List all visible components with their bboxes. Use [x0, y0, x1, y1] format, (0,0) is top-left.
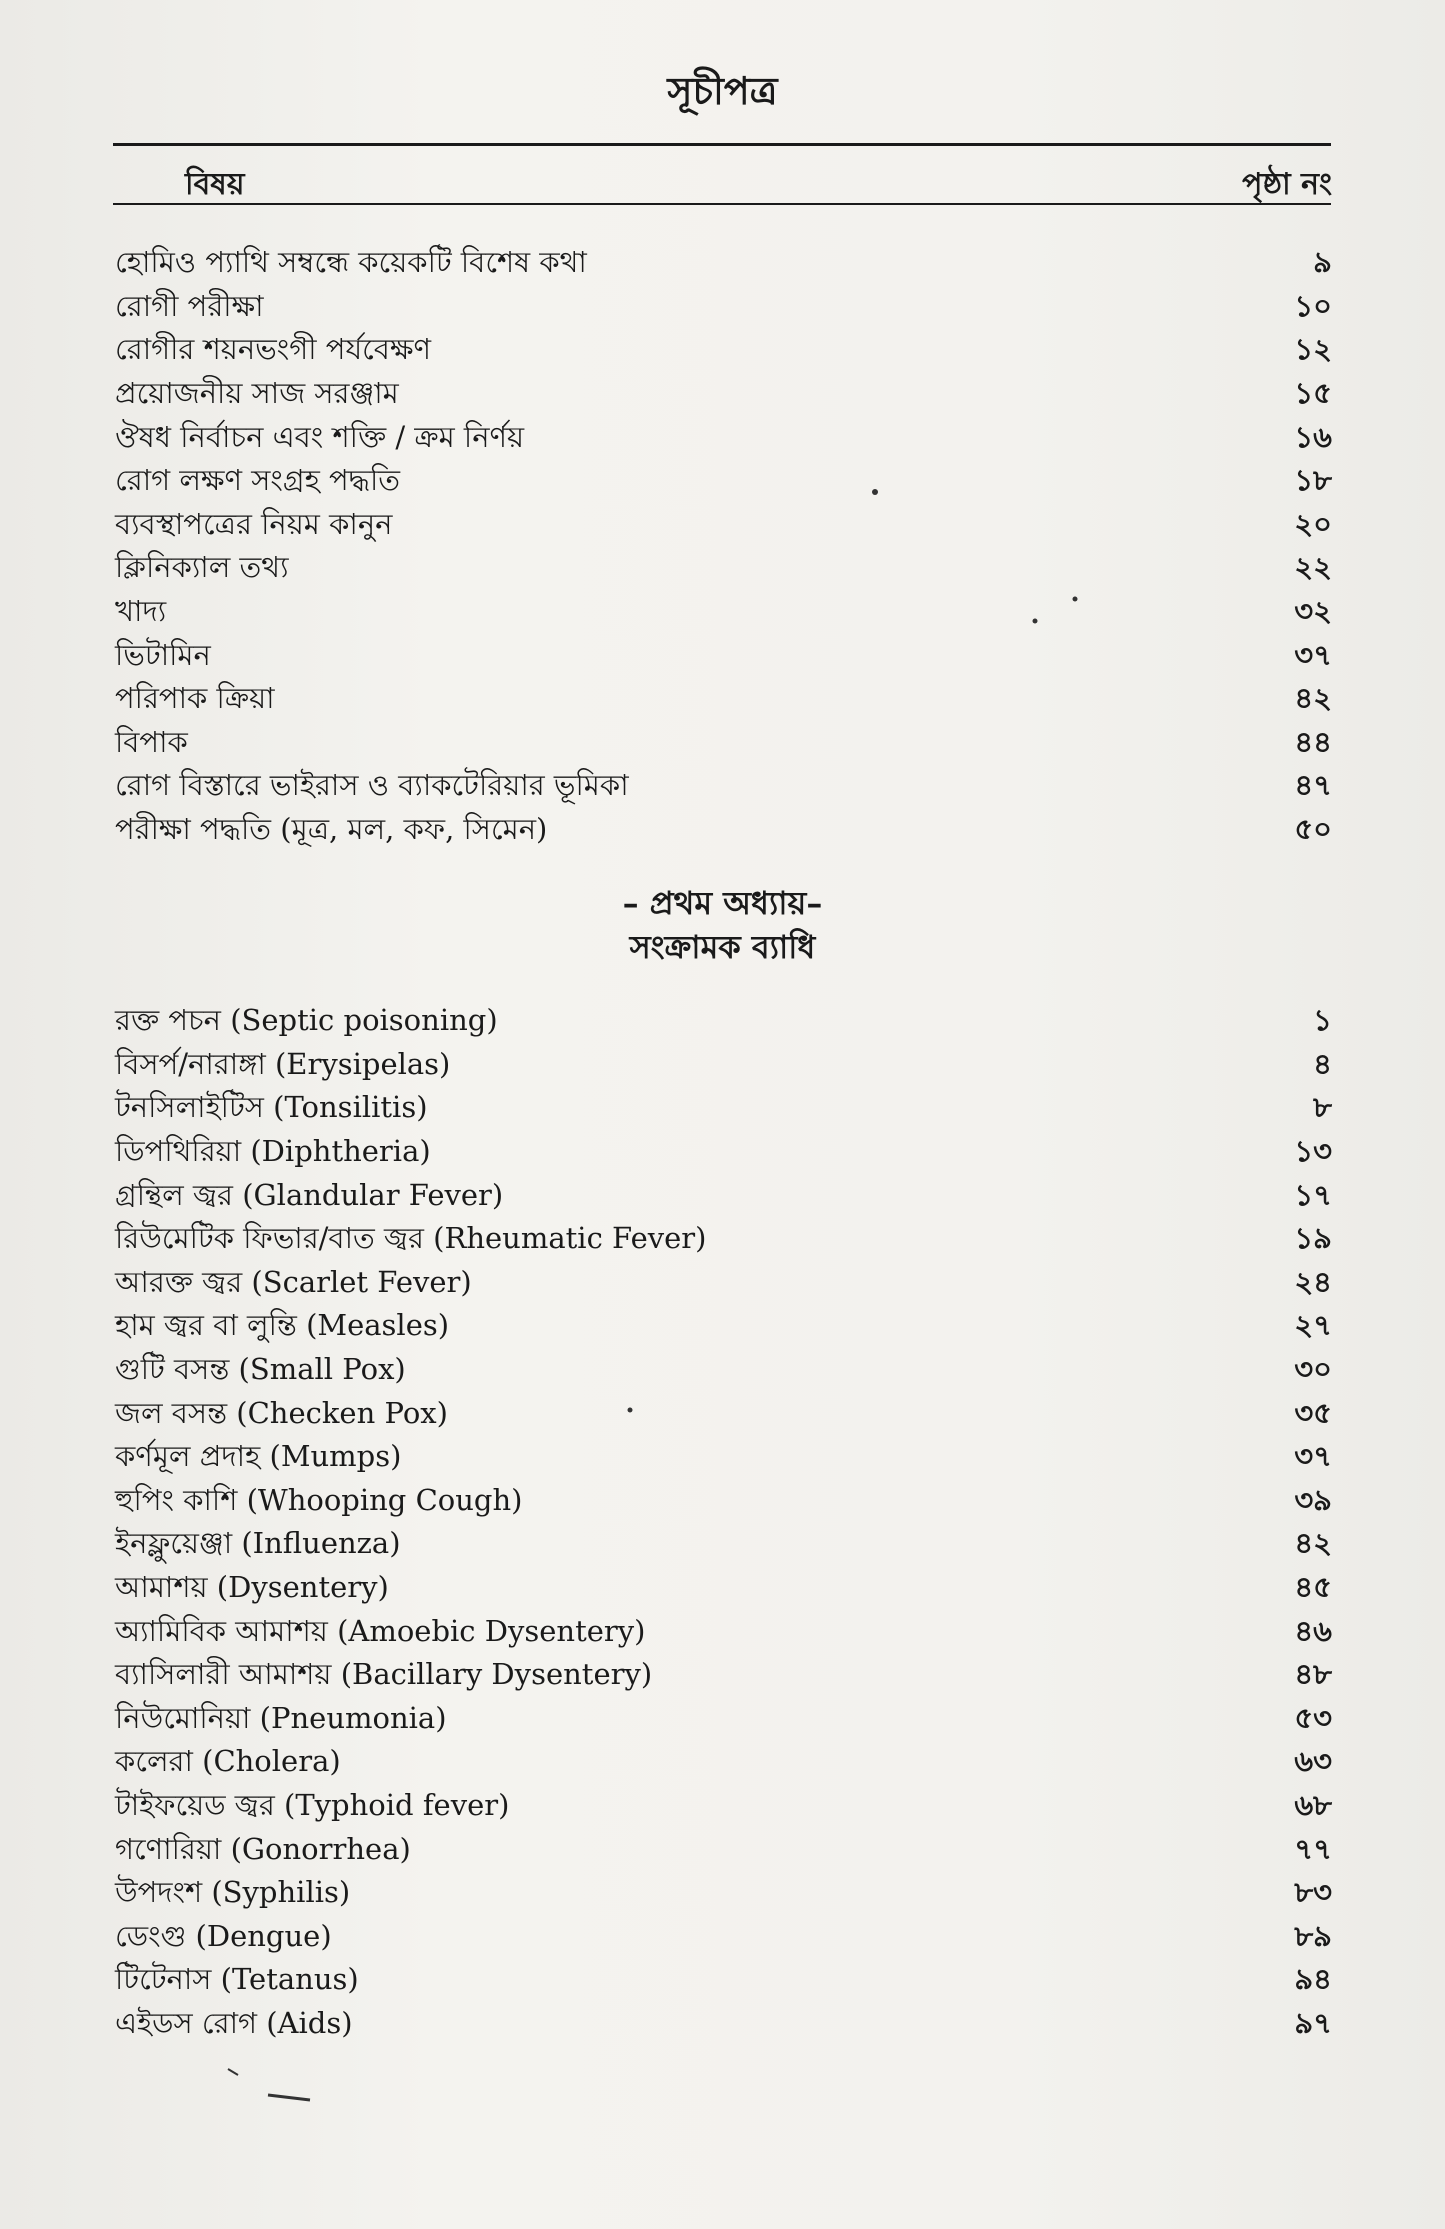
list-item	[115, 1611, 1332, 1655]
entry-title: অ্যামিবিক আমাশয় (Amoebic Dysentery)	[115, 1613, 646, 1648]
list-item	[115, 723, 1332, 767]
list-item	[115, 1568, 1332, 1612]
list-item	[115, 1350, 1332, 1394]
list-item	[115, 1219, 1332, 1263]
list-item	[115, 374, 1332, 418]
list-item	[115, 461, 1332, 505]
chapter-subheading: সংক্রামক ব্যাধি	[629, 928, 816, 966]
list-item	[115, 1045, 1332, 1089]
entry-title: কর্ণমূল প্রদাহ (Mumps)	[115, 1439, 402, 1474]
entry-title: এইডস রোগ (Aids)	[115, 2005, 353, 2040]
list-item	[115, 1175, 1332, 1219]
entry-title: পরিপাক ক্রিয়া	[115, 681, 275, 716]
entry-title: প্রয়োজনীয় সাজ সরঞ্জাম	[115, 376, 399, 411]
list-item	[115, 1001, 1332, 1045]
list-item	[115, 548, 1332, 592]
header-top-rule	[113, 143, 1331, 146]
entry-title: রক্ত পচন (Septic poisoning)	[115, 1003, 498, 1038]
entry-page: ১২	[1294, 332, 1332, 367]
entry-page: ৩৫	[1294, 1395, 1332, 1430]
entry-page: ৯৭	[1294, 2005, 1332, 2040]
entry-page: ৬৩	[1294, 1744, 1332, 1779]
entry-page: ৪২	[1294, 1526, 1332, 1561]
list-item	[115, 505, 1332, 549]
entry-page: ২০	[1294, 506, 1332, 541]
list-item	[115, 1699, 1332, 1743]
entry-title: উপদংশ (Syphilis)	[115, 1875, 351, 1910]
entry-page: ৮৯	[1294, 1918, 1332, 1953]
list-item	[115, 1481, 1332, 1525]
entry-title: রোগ বিস্তারে ভাইরাস ও ব্যাকটেরিয়ার ভূমিকা	[115, 768, 629, 803]
entry-title: জল বসন্ত (Checken Pox)	[115, 1395, 448, 1430]
list-item	[115, 1393, 1332, 1437]
contents-list-intro	[115, 243, 1332, 853]
entry-page: ১৯	[1294, 1221, 1332, 1256]
list-item	[115, 1960, 1332, 2004]
contents-list-chapter-one	[115, 1001, 1332, 2047]
entry-page: ৪৫	[1294, 1570, 1332, 1605]
entry-title: পরীক্ষা পদ্ধতি (মূত্র, মল, কফ, সিমেন)	[115, 812, 548, 847]
list-item	[115, 243, 1332, 287]
list-item	[115, 1873, 1332, 1917]
entry-page: ৩৭	[1294, 1439, 1332, 1474]
entry-title: ডেংগু (Dengue)	[115, 1918, 332, 1953]
list-item	[115, 2004, 1332, 2048]
entry-page: ৩৭	[1294, 637, 1332, 672]
entry-page: ৮৩	[1294, 1875, 1332, 1910]
entry-page: ৭৭	[1294, 1831, 1332, 1866]
entry-page: ৩৯	[1294, 1482, 1332, 1517]
entry-title: বিসর্প/নারাঙ্গা (Erysipelas)	[115, 1046, 451, 1081]
entry-title: নিউমোনিয়া (Pneumonia)	[115, 1700, 447, 1735]
entry-title: রোগী পরীক্ষা	[115, 288, 264, 323]
entry-page: ২২	[1294, 550, 1332, 585]
list-item	[115, 287, 1332, 331]
list-item	[115, 1132, 1332, 1176]
list-item	[115, 766, 1332, 810]
entry-title: গ্রন্থিল জ্বর (Glandular Fever)	[115, 1177, 504, 1212]
entry-page: ৬৮	[1294, 1787, 1332, 1822]
entry-title: রোগীর শয়নভংগী পর্যবেক্ষণ	[115, 332, 431, 367]
entry-title: টিটেনাস (Tetanus)	[115, 1962, 359, 1997]
entry-page: ১৮	[1294, 463, 1332, 498]
list-item	[115, 1916, 1332, 1960]
entry-page: ৪৬	[1294, 1613, 1332, 1648]
entry-page: ৫০	[1294, 812, 1332, 847]
entry-title: হাম জ্বর বা লুন্তি (Measles)	[115, 1308, 450, 1343]
entry-title: হোমিও প্যাথি সম্বন্ধে কয়েকটি বিশেষ কথা	[115, 245, 587, 280]
entry-page: ৪	[1313, 1046, 1332, 1081]
entry-page: ১৩	[1294, 1134, 1332, 1169]
list-item	[115, 592, 1332, 636]
entry-title: গুটি বসন্ত (Small Pox)	[115, 1352, 406, 1387]
list-item	[115, 635, 1332, 679]
entry-page: ৪২	[1294, 681, 1332, 716]
entry-page: ৯	[1313, 245, 1332, 280]
list-item	[115, 679, 1332, 723]
chapter-heading: – প্রথম অধ্যায়–	[622, 884, 823, 922]
entry-page: ১৬	[1294, 419, 1332, 454]
entry-title: বিপাক	[115, 724, 188, 759]
entry-title: রোগ লক্ষণ সংগ্রহ পদ্ধতি	[115, 463, 401, 498]
speck	[228, 2069, 238, 2075]
speck	[268, 2095, 310, 2100]
entry-page: ২৪	[1294, 1264, 1332, 1299]
entry-title: ভিটামিন	[115, 637, 211, 672]
entry-page: ৪৪	[1294, 724, 1332, 759]
entry-title: গণোরিয়া (Gonorrhea)	[115, 1831, 411, 1866]
list-item	[115, 1786, 1332, 1830]
entry-title: টাইফয়েড জ্বর (Typhoid fever)	[115, 1787, 510, 1822]
column-header-subject: বিষয়	[185, 167, 245, 202]
list-item	[115, 1742, 1332, 1786]
entry-page: ১৭	[1294, 1177, 1332, 1212]
entry-page: ৫৩	[1294, 1700, 1332, 1735]
list-item	[115, 417, 1332, 461]
entry-title: ঔষধ নির্বাচন এবং শক্তি / ক্রম নির্ণয়	[115, 419, 525, 454]
entry-title: কলেরা (Cholera)	[115, 1744, 341, 1779]
entry-title: ক্লিনিক্যাল তথ্য	[115, 550, 289, 585]
entry-title: হুপিং কাশি (Whooping Cough)	[115, 1482, 523, 1517]
entry-page: ৪৭	[1294, 768, 1332, 803]
entry-title: ইনফ্লুয়েঞ্জা (Influenza)	[115, 1526, 401, 1561]
list-item	[115, 330, 1332, 374]
entry-title: ডিপথিরিয়া (Diphtheria)	[115, 1134, 431, 1169]
entry-title: আরক্ত জ্বর (Scarlet Fever)	[115, 1264, 472, 1299]
list-item	[115, 810, 1332, 854]
list-item	[115, 1088, 1332, 1132]
entry-title: খাদ্য	[115, 594, 167, 629]
entry-page: ৩০	[1294, 1352, 1332, 1387]
entry-title: আমাশয় (Dysentery)	[115, 1570, 389, 1605]
list-item	[115, 1655, 1332, 1699]
entry-page: ১৫	[1294, 376, 1332, 411]
entry-title: রিউমেটিক ফিভার/বাত জ্বর (Rheumatic Fever)	[115, 1221, 707, 1256]
header-bottom-rule	[113, 203, 1331, 205]
list-item	[115, 1437, 1332, 1481]
list-item	[115, 1263, 1332, 1307]
entry-title: ব্যাসিলারী আমাশয় (Bacillary Dysentery)	[115, 1657, 653, 1692]
entry-page: ২৭	[1294, 1308, 1332, 1343]
list-item	[115, 1524, 1332, 1568]
entry-page: ৩২	[1294, 594, 1332, 629]
entry-title: ব্যবস্থাপত্রের নিয়ম কানুন	[115, 506, 393, 541]
entry-page: ৮	[1313, 1090, 1332, 1125]
list-item	[115, 1829, 1332, 1873]
entry-page: ৯৪	[1294, 1962, 1332, 1997]
column-header-page-no: পৃষ্ঠা নং	[1242, 167, 1332, 202]
entry-page: ১	[1313, 1003, 1332, 1038]
entry-page: ১০	[1294, 288, 1332, 323]
list-item	[115, 1306, 1332, 1350]
page-title: সূচীপত্র	[667, 68, 778, 113]
entry-title: টনসিলাইটিস (Tonsilitis)	[115, 1090, 428, 1125]
entry-page: ৪৮	[1294, 1657, 1332, 1692]
